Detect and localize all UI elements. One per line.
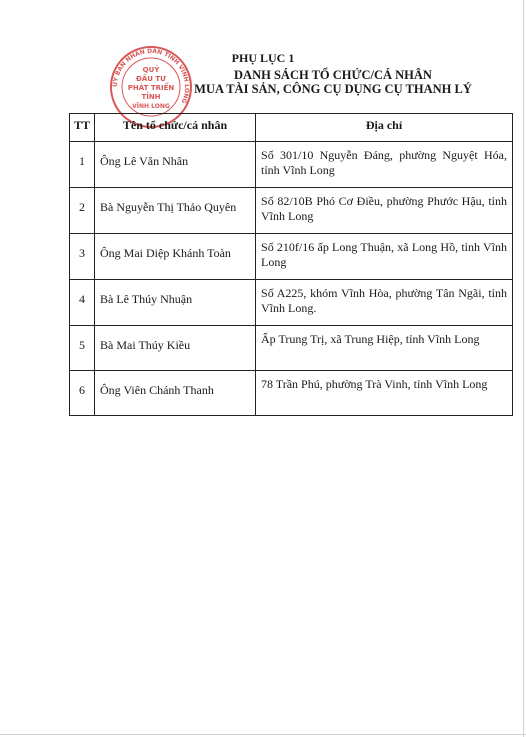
row-name: Bà Mai Thúy Kiều	[95, 326, 256, 371]
row-name: Bà Lê Thúy Nhuận	[95, 280, 256, 326]
row-name: Bà Nguyễn Thị Thảo Quyên	[95, 188, 256, 234]
table-header-row	[70, 114, 513, 142]
buyers-table	[69, 113, 513, 416]
row-name: Ông Mai Diệp Khánh Toàn	[95, 234, 256, 280]
list-subtitle: MUA TÀI SẢN, CÔNG CỤ DỤNG CỤ THANH LÝ	[194, 82, 472, 96]
row-address: 78 Trần Phú, phường Trà Vinh, tỉnh Vĩnh Long	[256, 371, 513, 416]
appendix-title: PHỤ LỤC 1	[231, 51, 295, 65]
svg-text:PHÁT TRIỂN: PHÁT TRIỂN	[127, 84, 175, 92]
header-tt: TT	[70, 114, 95, 142]
row-tt: 1	[70, 142, 95, 188]
header-address: Địa chỉ	[256, 114, 513, 142]
row-address: Số 301/10 Nguyễn Đáng, phường Nguyệt Hóa, tỉnh Vĩnh Long	[256, 142, 513, 188]
table-row	[70, 326, 513, 371]
row-tt: 6	[70, 371, 95, 416]
row-tt: 2	[70, 188, 95, 234]
table-row	[70, 371, 513, 416]
row-name: Ông Lê Văn Nhân	[95, 142, 256, 188]
svg-text:ỦY BAN NHÂN DÂN TỈNH VĨNH LONG: ỦY BAN NHÂN DÂN TỈNH VĨNH LONG	[111, 47, 191, 105]
page-edge-bottom	[0, 734, 526, 735]
svg-text:ĐẦU TƯ: ĐẦU TƯ	[135, 75, 167, 83]
table-row	[70, 234, 513, 280]
row-address: Số 210f/16 ấp Long Thuận, xã Long Hồ, tỉnh Vĩnh Long	[256, 234, 513, 280]
row-name: Ông Viên Chánh Thanh	[95, 371, 256, 416]
row-tt: 5	[70, 326, 95, 371]
table-row	[70, 142, 513, 188]
svg-text:QUỸ: QUỸ	[142, 66, 160, 74]
table-row	[70, 188, 513, 234]
row-tt: 3	[70, 234, 95, 280]
svg-text:VĨNH LONG: VĨNH LONG	[132, 103, 170, 110]
table-row	[70, 280, 513, 326]
row-address: Số 82/10B Phó Cơ Điều, phường Phước Hậu, tỉnh Vĩnh Long	[256, 188, 513, 234]
row-tt: 4	[70, 280, 95, 326]
list-title: DANH SÁCH TỔ CHỨC/CÁ NHÂN	[234, 68, 432, 82]
row-address: Số A225, khóm Vĩnh Hòa, phường Tân Ngãi, tỉnh Vĩnh Long.	[256, 280, 513, 326]
page-edge-right	[523, 0, 524, 737]
svg-text:TỈNH: TỈNH	[141, 93, 161, 101]
header-name: Tên tổ chức/cá nhân	[95, 114, 256, 142]
row-address: Ấp Trung Trị, xã Trung Hiệp, tỉnh Vĩnh Long	[256, 326, 513, 371]
